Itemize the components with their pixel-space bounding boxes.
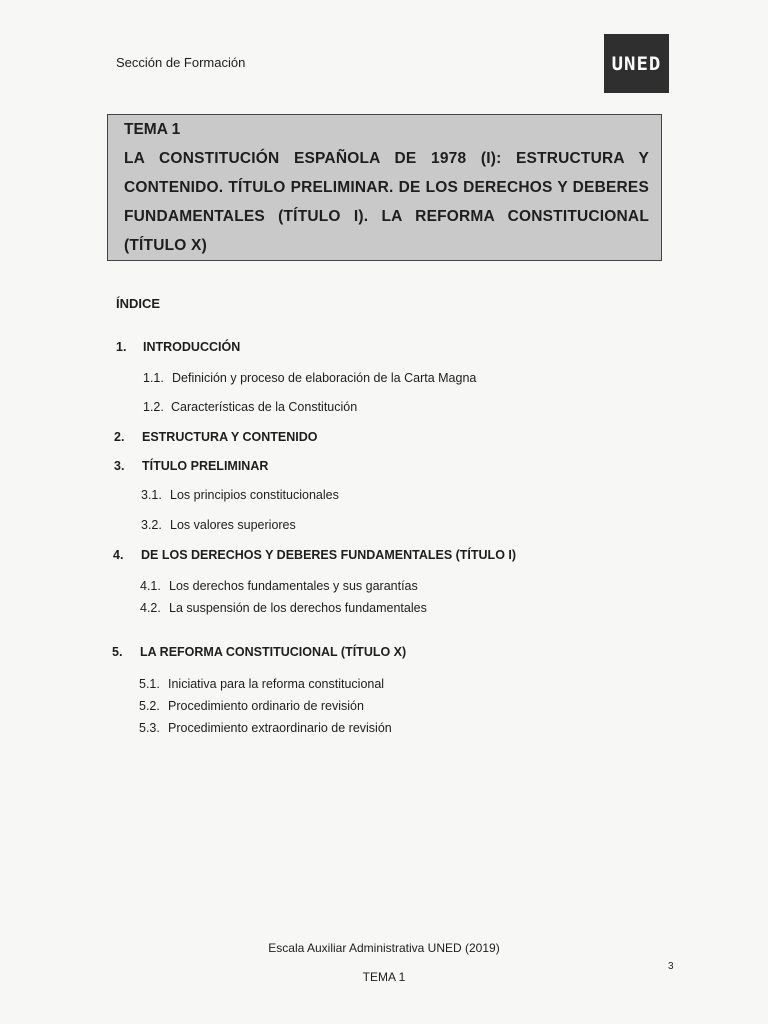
subsection-title: Procedimiento extraordinario de revisión (168, 721, 392, 735)
section-title: INTRODUCCIÓN (143, 340, 241, 354)
tema-title: LA CONSTITUCIÓN ESPAÑOLA DE 1978 (I): ESTRUCTURA Y CONTENIDO. TÍTULO PRELIMINAR. DE LOS DERECHOS Y DEBERES FUNDAMENTALES (TÍTULO I). LA REFORMA CONSTITUCIONAL (TÍTULO X) (124, 150, 649, 254)
section-number: 4. (113, 548, 124, 562)
uned-logo: UNED (604, 34, 669, 93)
index-heading: ÍNDICE (116, 296, 161, 311)
footer-course: Escala Auxiliar Administrativa UNED (2019) (268, 941, 500, 955)
section-number: 3. (114, 459, 125, 473)
section-title: DE LOS DERECHOS Y DEBERES FUNDAMENTALES (TÍTULO I) (141, 548, 517, 562)
subsection-number: 4.1. (140, 579, 161, 593)
subsection-number: 5.3. (139, 721, 160, 735)
subsection-number: 1.1. (143, 371, 164, 385)
page-number: 3 (668, 961, 674, 972)
section-title: TÍTULO PRELIMINAR (142, 459, 269, 473)
section-title: ESTRUCTURA Y CONTENIDO (142, 430, 318, 444)
section-header: Sección de Formación (116, 55, 246, 70)
subsection-number: 3.2. (141, 518, 162, 532)
subsection-title: Los derechos fundamentales y sus garantías (169, 579, 418, 593)
section-number: 2. (114, 430, 125, 444)
section-number: 5. (112, 645, 123, 659)
subsection-title: Características de la Constitución (171, 400, 358, 414)
subsection-title: Definición y proceso de elaboración de la Carta Magna (172, 371, 477, 385)
subsection-number: 1.2. (143, 400, 164, 414)
tema-label: TEMA 1 (124, 121, 181, 138)
title-box (107, 114, 662, 261)
subsection-title: Procedimiento ordinario de revisión (168, 699, 364, 713)
footer-tema: TEMA 1 (362, 970, 406, 984)
subsection-title: Iniciativa para la reforma constitucional (168, 677, 385, 691)
section-number: 1. (116, 340, 127, 354)
section-title: LA REFORMA CONSTITUCIONAL (TÍTULO X) (140, 645, 407, 659)
subsection-title: La suspensión de los derechos fundamentales (169, 601, 427, 615)
subsection-number: 5.1. (139, 677, 160, 691)
subsection-title: Los principios constitucionales (170, 488, 339, 502)
subsection-title: Los valores superiores (170, 518, 296, 532)
subsection-number: 3.1. (141, 488, 162, 502)
subsection-number: 5.2. (139, 699, 160, 713)
subsection-number: 4.2. (140, 601, 161, 615)
